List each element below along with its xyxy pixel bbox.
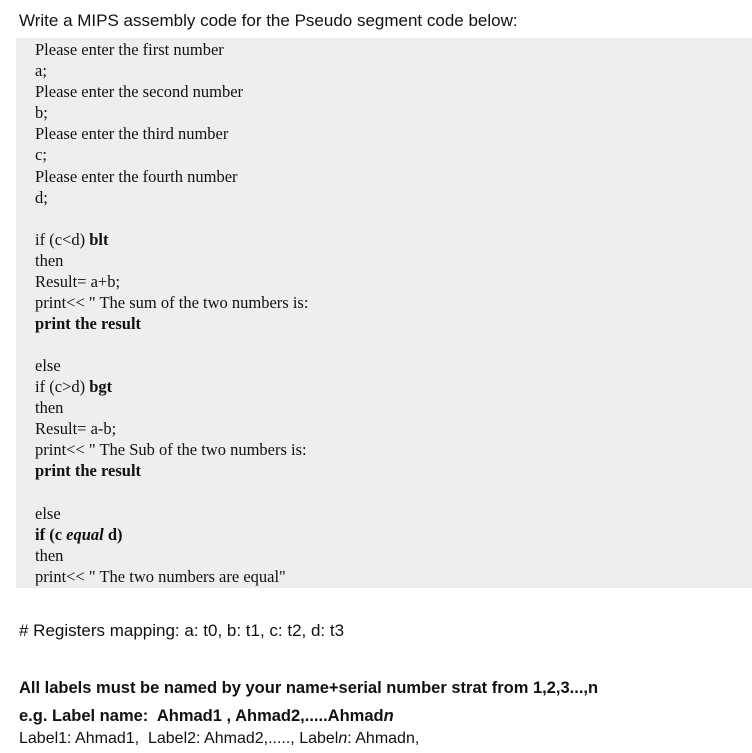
prompt-second-number: Please enter the second number (35, 82, 244, 101)
print-result-2: print the result (35, 461, 142, 480)
print-equal: print<< " The two numbers are equal" (35, 567, 286, 586)
blt-keyword: blt (89, 230, 109, 249)
variable-d: d; (35, 188, 48, 207)
if-greater-condition: if (c>d) (35, 377, 90, 396)
pseudo-code-block (16, 38, 752, 588)
equal-keyword: equal (66, 525, 104, 544)
result-sum: Result= a+b; (35, 272, 121, 291)
else-1: else (35, 356, 61, 375)
registers-mapping: # Registers mapping: a: t0, b: t1, c: t2, d: t3 (19, 621, 345, 640)
labels-list-prefix: Label1: Ahmad1, Label2: Ahmad2,....., Label (19, 730, 339, 747)
labels-list (19, 729, 419, 749)
prompt-fourth-number: Please enter the fourth number (35, 167, 238, 186)
label-example (19, 705, 394, 727)
labels-rule: All labels must be named by your name+serial number strat from 1,2,3...,n (19, 679, 599, 697)
variable-a: a; (35, 61, 47, 80)
prompt-first-number: Please enter the first number (35, 40, 224, 59)
labels-list-n: n (338, 730, 348, 747)
if-less-condition: if (c<d) (35, 230, 90, 249)
else-2: else (35, 504, 61, 523)
print-sum: print<< " The sum of the two numbers is: (35, 293, 309, 312)
if-equal-close: d) (103, 525, 123, 544)
then-1: then (35, 251, 64, 270)
if-greater-line (35, 377, 112, 397)
label-example-prefix: e.g. Label name: Ahmad1 , Ahmad2,.....Ahmad (19, 707, 384, 725)
label-example-n: n (383, 707, 394, 725)
if-equal-line (35, 525, 123, 545)
then-3: then (35, 546, 64, 565)
labels-list-suffix: : Ahmadn, (347, 730, 420, 747)
prompt-third-number: Please enter the third number (35, 124, 229, 143)
print-result-1: print the result (35, 314, 142, 333)
if-equal-open: if (c (35, 525, 67, 544)
if-less-line (35, 230, 108, 250)
then-2: then (35, 398, 64, 417)
bgt-keyword: bgt (89, 377, 113, 396)
result-sub: Result= a-b; (35, 419, 117, 438)
variable-b: b; (35, 103, 48, 122)
question-heading: Write a MIPS assembly code for the Pseudo segment code below: (19, 11, 518, 30)
variable-c: c; (35, 145, 47, 164)
print-sub: print<< " The Sub of the two numbers is: (35, 440, 307, 459)
